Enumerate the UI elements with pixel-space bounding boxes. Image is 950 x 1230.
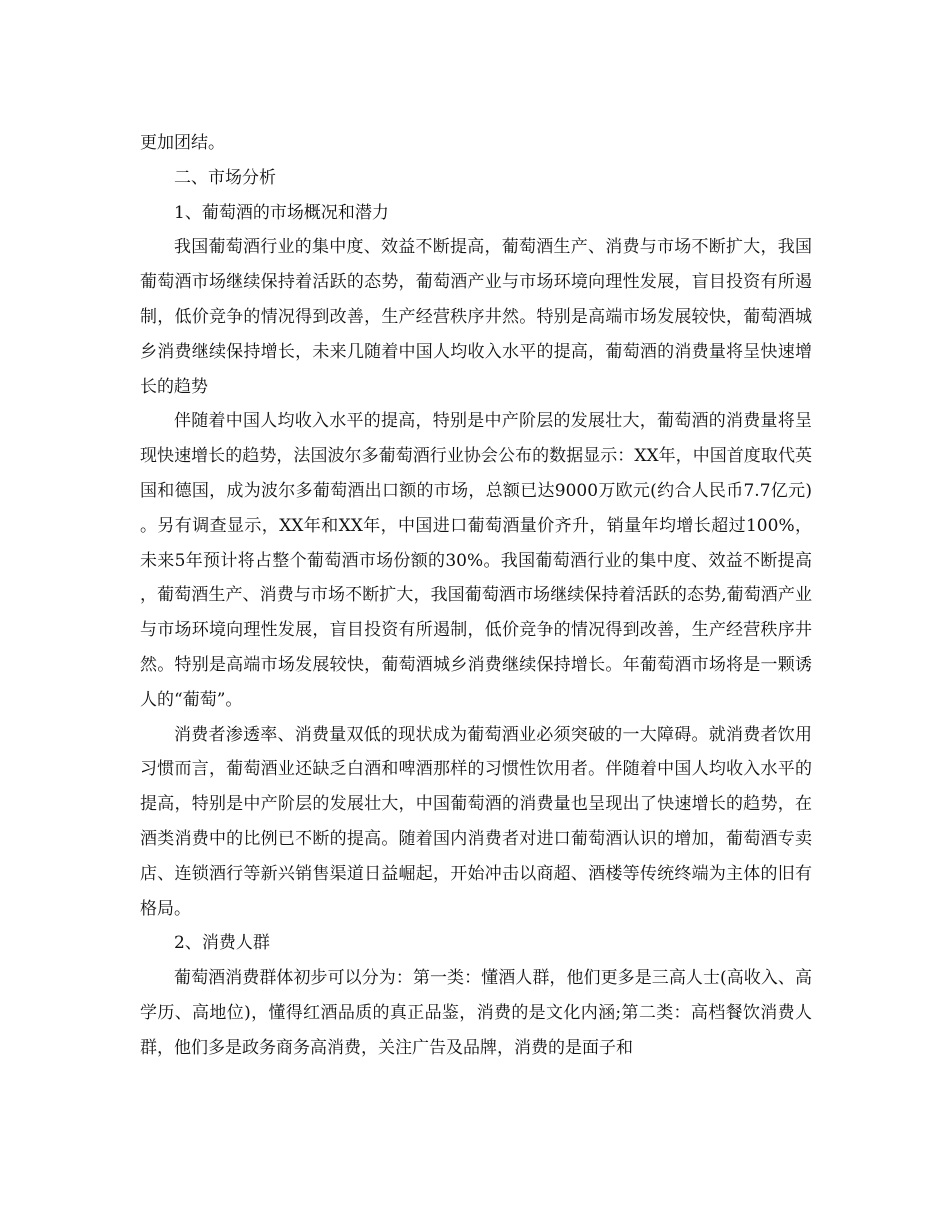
paragraph-consumer-groups: 葡萄酒消费群体初步可以分为：第一类：懂酒人群，他们更多是三高人士(高收入、高学历、高地位)，懂得红酒品质的真正品鉴，消费的是文化内涵;第二类：高档餐饮消费人群，他们多是政务商务高消费，关注广告及品牌，消费的是面子和 [140,968,812,1058]
section-heading-market-analysis: 二、市场分析 [174,167,276,188]
document-body [140,126,812,1066]
subsection-heading-market-overview: 1、葡萄酒的市场概况和潜力 [174,202,389,223]
paragraph-consumer-penetration: 消费者渗透率、消费量双低的现状成为葡萄酒业必须突破的一大障碍。就消费者饮用习惯而言，葡萄酒业还缺乏白酒和啤酒那样的习惯性饮用者。伴随着中国人均收入水平的提高，特别是中产阶层的发展壮大，中国葡萄酒的消费量也呈现出了快速增长的趋势，在酒类消费中的比例已不断的提高。随着国内消费者对进口葡萄酒认识的增加，葡萄酒专卖店、连锁酒行等新兴销售渠道日益崛起，开始冲击以商超、酒楼等传统终端为主体的旧有格局。 [140,724,812,919]
paragraph-market-overview: 我国葡萄酒行业的集中度、效益不断提高，葡萄酒生产、消费与市场不断扩大，我国葡萄酒市场继续保持着活跃的态势，葡萄酒产业与市场环境向理性发展，盲目投资有所遏制，低价竞争的情况得到改善，生产经营秩序井然。特别是高端市场发展较快，葡萄酒城乡消费继续保持增长，未来几随着中国人均收入水平的提高，葡萄酒的消费量将呈快速增长的趋势 [140,237,812,397]
paragraph-continuation: 更加团结。 [140,133,225,153]
paragraph-consumption-growth: 伴随着中国人均收入水平的提高，特别是中产阶层的发展壮大，葡萄酒的消费量将呈现快速增长的趋势，法国波尔多葡萄酒行业协会公布的数据显示：XX年，中国首度取代英国和德国，成为波尔多葡萄酒出口额的市场，总额已达9000万欧元(约合人民币7.7亿元)。另有调查显示，XX年和XX年，中国进口葡萄酒量价齐升，销量年均增长超过100%，未来5年预计将占整个葡萄酒市场份额的30%。我国葡萄酒行业的集中度、效益不断提高，葡萄酒生产、消费与市场不断扩大，我国葡萄酒市场继续保持着活跃的态势,葡萄酒产业与市场环境向理性发展，盲目投资有所遏制，低价竞争的情况得到改善，生产经营秩序井然。特别是高端市场发展较快，葡萄酒城乡消费继续保持增长。年葡萄酒市场将是一颗诱人的“葡萄”。 [140,411,812,710]
subsection-heading-consumer-groups: 2、消费人群 [174,933,270,954]
